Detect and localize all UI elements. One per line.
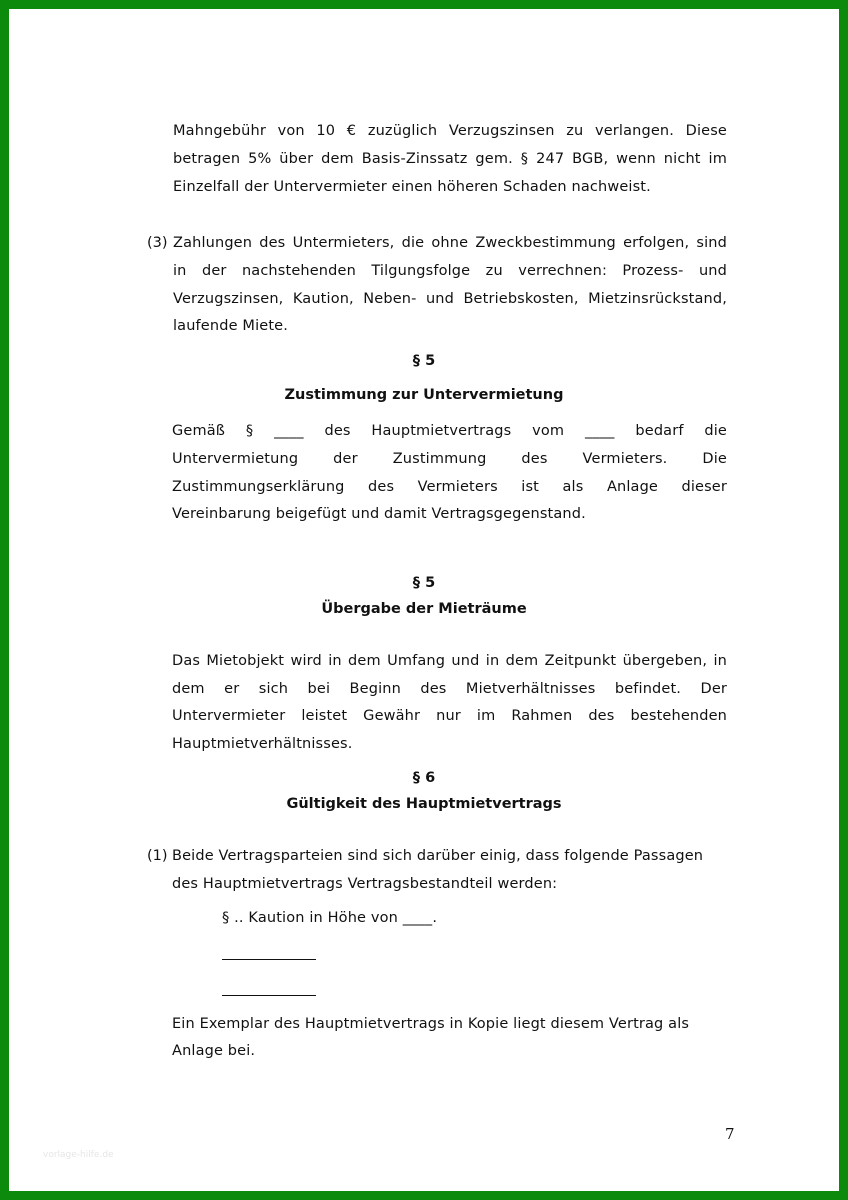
consent-line-2: Untervermietung der Zustimmung des Vermieters. Die (172, 451, 727, 467)
handover-line-3: Untervermieter leistet Gewähr nur im Rahmen des bestehenden (172, 708, 727, 724)
page-number: 7 (725, 1125, 735, 1143)
section-title-validity: Gültigkeit des Hauptmietvertrags (286, 796, 562, 812)
clause-deposit: § .. Kaution in Höhe von ____. (222, 910, 438, 926)
consent-line-1: Gemäß § ____ des Hauptmietvertrags vom ____ bedarf die (172, 423, 727, 439)
handover-line-2: dem er sich bei Beginn des Mietverhältnisses befindet. Der (172, 681, 727, 697)
document-page (9, 9, 839, 1191)
consent-line-4: Vereinbarung beigefügt und damit Vertragsgegenstand. (172, 506, 586, 522)
closing-line-1: Ein Exemplar des Hauptmietvertrags in Kopie liegt diesem Vertrag als (172, 1016, 690, 1032)
item-1-line-1: Beide Vertragsparteien sind sich darüber einig, dass folgende Passagen (172, 848, 704, 864)
section-number-consent: § 5 (412, 353, 436, 369)
item-3-line-1: Zahlungen des Untermieters, die ohne Zweckbestimmung erfolgen, sind (173, 235, 727, 251)
watermark: vorlage-hilfe.de (43, 1150, 114, 1160)
section-title-consent: Zustimmung zur Untervermietung (284, 387, 564, 403)
consent-line-3: Zustimmungserklärung des Vermieters ist als Anlage dieser (172, 479, 727, 495)
item-1-number: (1) (147, 848, 168, 864)
intro-line-2: betragen 5% über dem Basis-Zinssatz gem. § 247 BGB, wenn nicht im (173, 151, 727, 167)
item-3-line-4: laufende Miete. (173, 318, 288, 334)
handover-line-4: Hauptmietverhältnisses. (172, 736, 353, 752)
section-number-validity: § 6 (412, 770, 436, 786)
section-number-handover: § 5 (412, 575, 436, 591)
item-3-line-2: in der nachstehenden Tilgungsfolge zu verrechnen: Prozess- und (173, 263, 727, 279)
item-3-number: (3) (147, 235, 168, 251)
intro-line-3: Einzelfall der Untervermieter einen höheren Schaden nachweist. (173, 179, 651, 195)
handover-line-1: Das Mietobjekt wird in dem Umfang und in dem Zeitpunkt übergeben, in (172, 653, 727, 669)
blank-line-1 (222, 959, 316, 960)
closing-line-2: Anlage bei. (172, 1043, 256, 1059)
item-1-line-2: des Hauptmietvertrags Vertragsbestandteil werden: (172, 876, 558, 892)
blank-line-2 (222, 995, 316, 996)
intro-line-1: Mahngebühr von 10 € zuzüglich Verzugszinsen zu verlangen. Diese (173, 123, 727, 139)
item-3-line-3: Verzugszinsen, Kaution, Neben- und Betriebskosten, Mietzinsrückstand, (173, 291, 727, 307)
section-title-handover: Übergabe der Mieträume (321, 601, 527, 617)
